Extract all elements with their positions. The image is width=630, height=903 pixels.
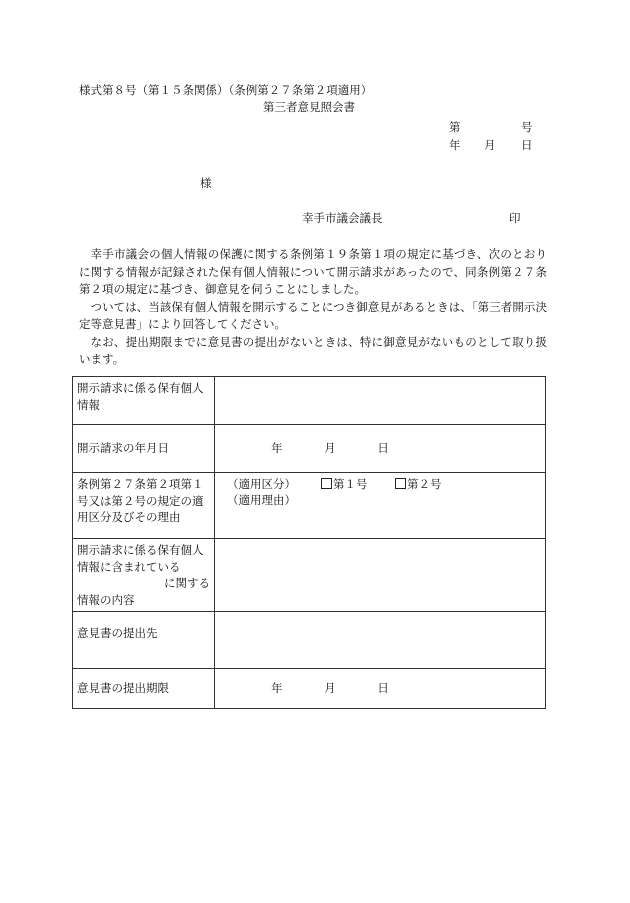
label-submission-address: 意見書の提出先 (73, 612, 215, 669)
value-submission-deadline (215, 669, 546, 709)
table-row-requested-info (73, 377, 546, 425)
table-row-submission-deadline (73, 669, 546, 709)
addressee-suffix: 様 (200, 176, 212, 190)
label-info-content (73, 539, 215, 612)
label-info-content-line1: 開示請求に係る保有個人情報に含まれている (77, 543, 204, 574)
value-application-category (215, 473, 546, 539)
value-requested-info (215, 377, 546, 425)
date-year: 年 (449, 138, 461, 152)
body-text (79, 246, 628, 369)
option-item-1[interactable] (321, 476, 368, 493)
deadline-year: 年 (271, 681, 283, 696)
document-title: 第三者意見照会書 (263, 100, 355, 114)
date-month: 月 (484, 138, 496, 152)
value-info-content (215, 539, 546, 612)
label-info-content-line3: 情報の内容 (77, 592, 135, 607)
doc-number-prefix: 第 (449, 120, 461, 134)
value-submission-address (215, 612, 546, 669)
seal-mark: 印 (509, 211, 521, 225)
paragraph-deadline-note: なお、提出期限までに意見書の提出がないときは、特に御意見がないものとして取り扱います。 (79, 334, 547, 366)
table-row-request-date (73, 425, 546, 473)
date-day: 日 (521, 138, 533, 152)
sender-name: 幸手市議会議長 (302, 211, 383, 225)
paragraph-reply-instruction: ついては、当該保有個人情報を開示することにつき御意見があるときは、「第三者開示決定等意見書」により回答してください。 (79, 299, 547, 331)
reason-label: （適用理由） (227, 493, 296, 507)
paragraph-request-notice: 幸手市議会の個人情報の保護に関する条例第１９条第１項の規定に基づき、次のとおり に関する情報が記録された保有個人情報について開示請求があったので、同条例第２７条第２項の規定に基づき、御意見を伺うことにしました。 (79, 247, 628, 296)
label-application-category: 条例第２７条第２項第１号又は第２号の規定の適用区分及びその理由 (73, 473, 215, 539)
checkbox-icon (321, 478, 332, 489)
table-row-submission-address (73, 612, 546, 669)
option-item-1-label: 第１号 (333, 477, 368, 491)
checkbox-icon (395, 478, 406, 489)
request-date-month: 月 (324, 441, 336, 456)
option-item-2[interactable] (395, 476, 442, 493)
option-item-2-label: 第２号 (407, 477, 442, 491)
deadline-month: 月 (324, 681, 336, 696)
table-row-info-content (73, 539, 546, 612)
doc-number-suffix: 号 (521, 120, 533, 134)
form-number: 様式第８号（第１５条関係）（条例第２７条第２項適用） (79, 83, 373, 97)
deadline-day: 日 (377, 681, 389, 696)
inquiry-table (72, 376, 546, 709)
request-date-year: 年 (271, 441, 283, 456)
label-request-date: 開示請求の年月日 (73, 425, 215, 473)
label-requested-info: 開示請求に係る保有個人情報 (73, 377, 215, 425)
label-submission-deadline: 意見書の提出期限 (73, 669, 215, 709)
table-row-application-category (73, 473, 546, 539)
request-date-day: 日 (377, 441, 389, 456)
category-label: （適用区分） (227, 477, 296, 491)
value-request-date (215, 425, 546, 473)
label-info-content-line2: に関する (164, 576, 210, 590)
